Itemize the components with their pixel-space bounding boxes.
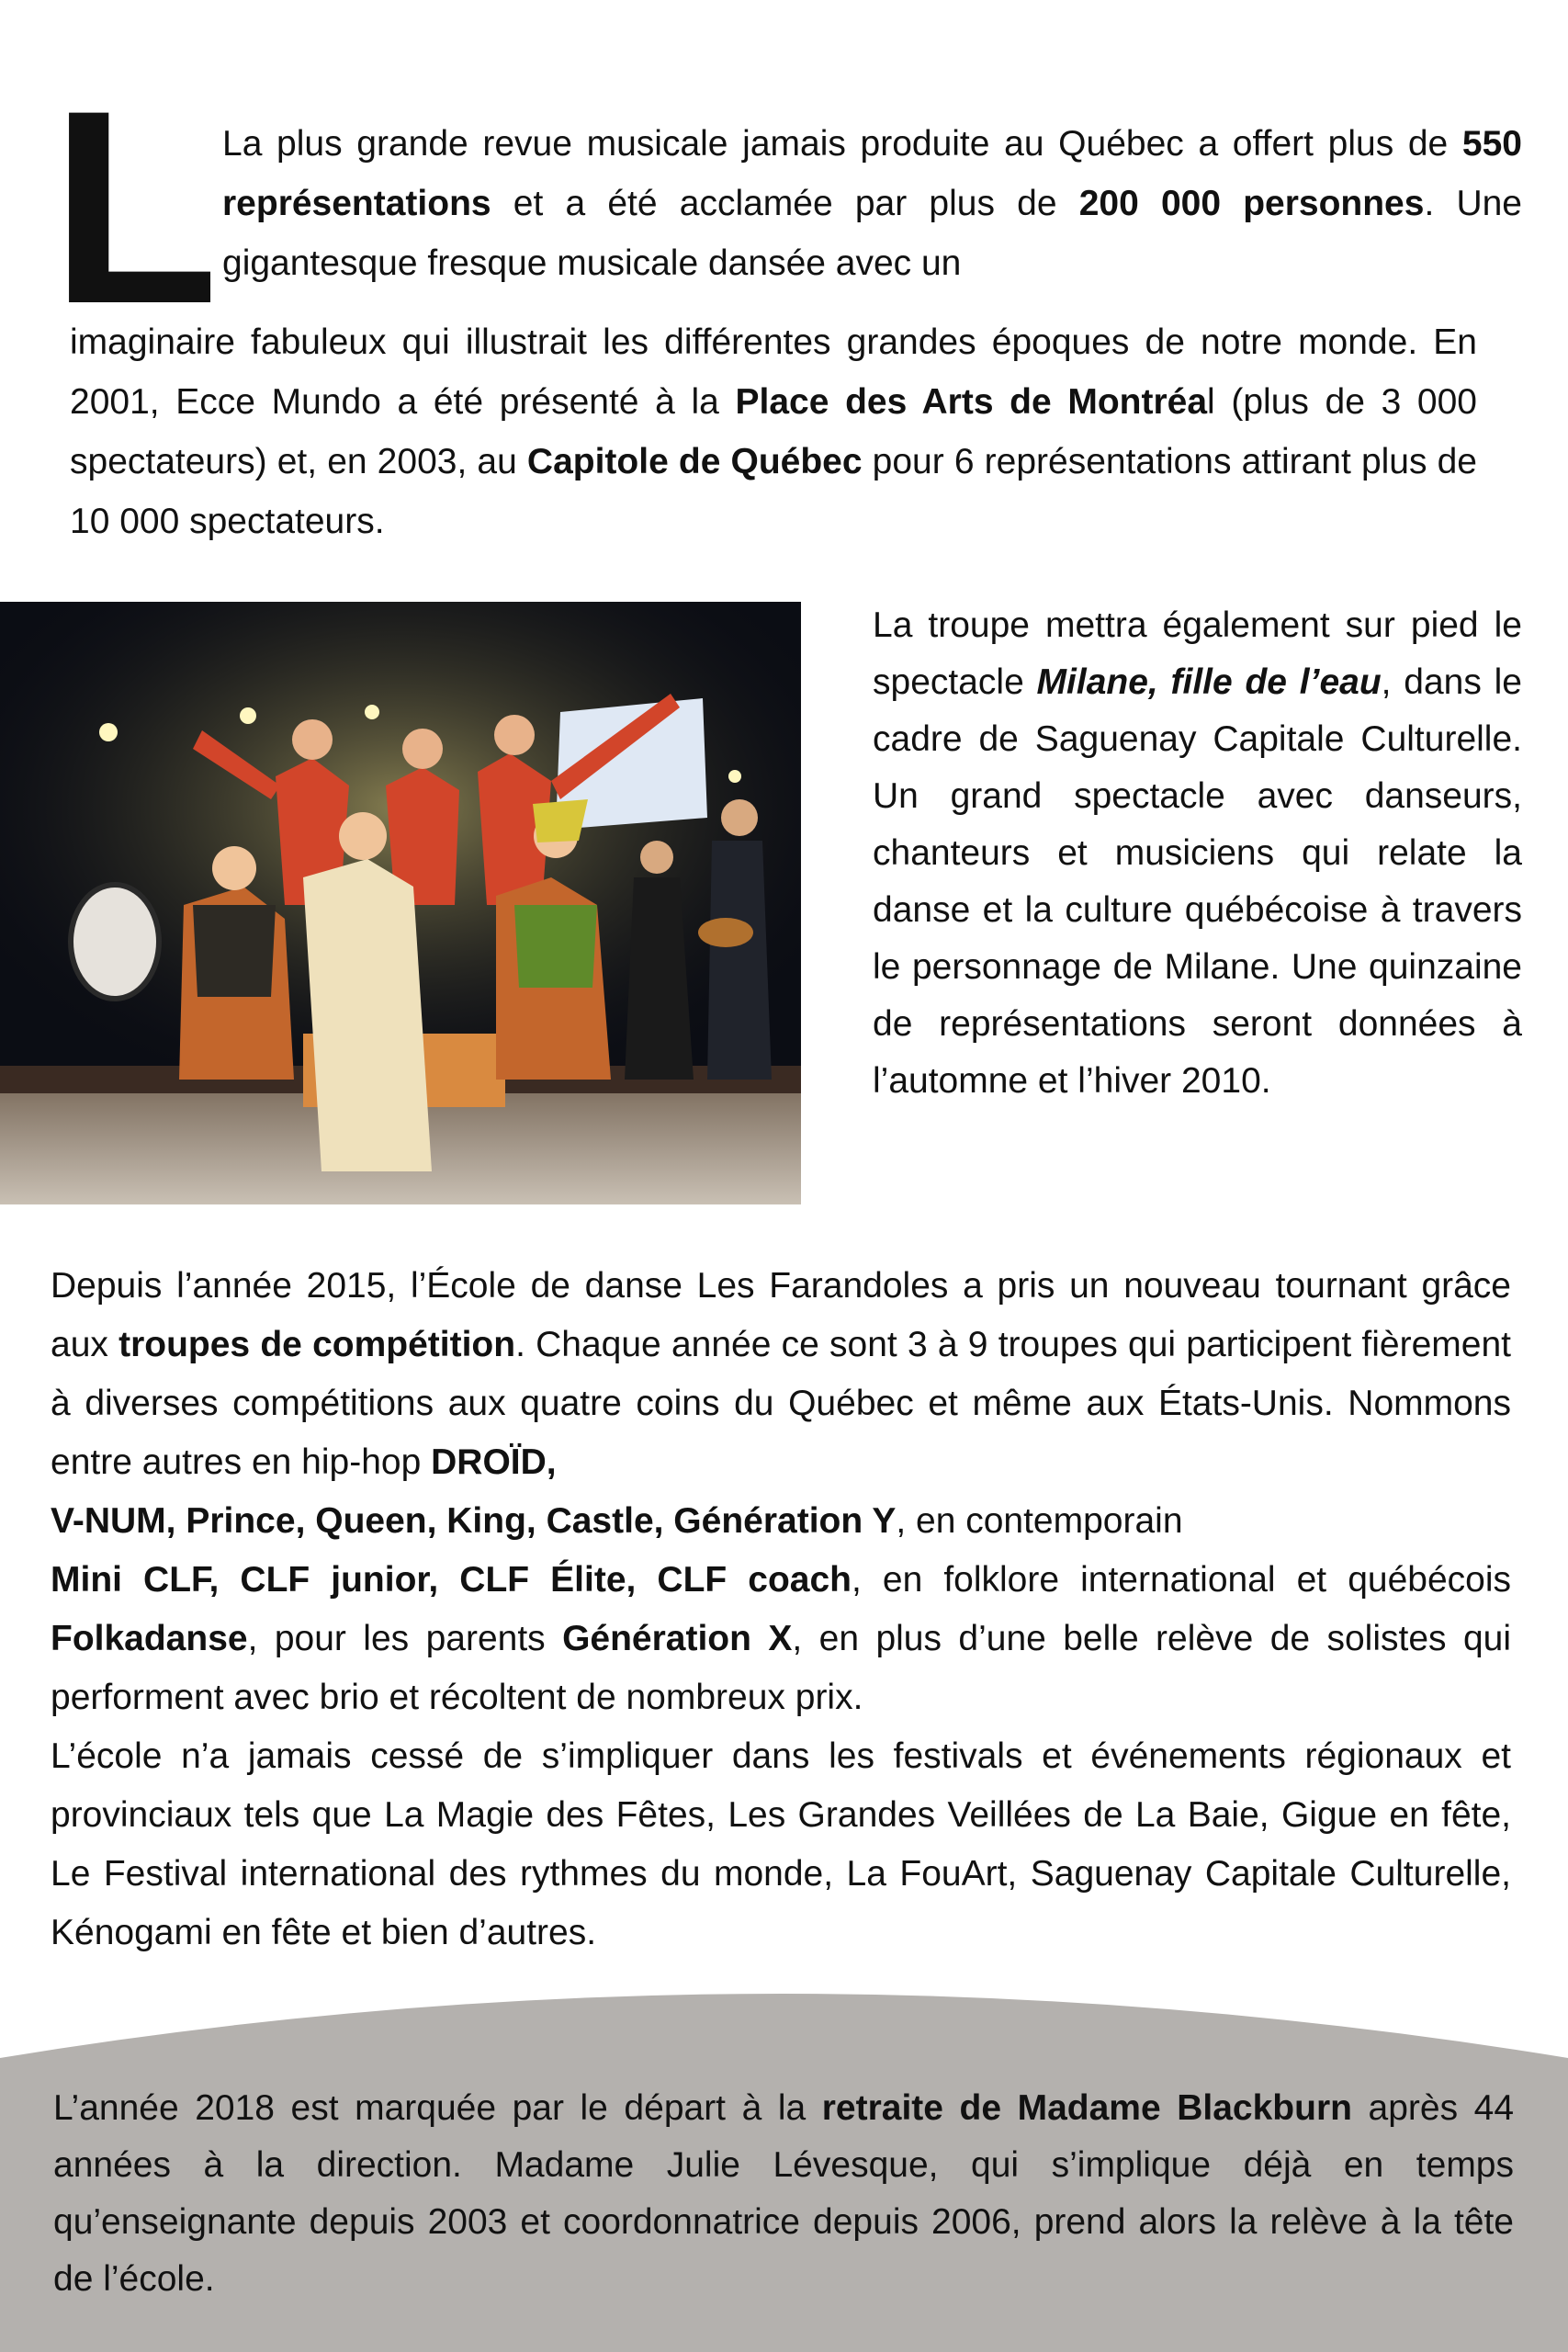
milane-paragraph [873, 597, 1522, 1110]
retirement-paragraph [53, 2080, 1514, 2308]
retirement-text-1: L’année 2018 est marquée par le départ à la [53, 2088, 822, 2128]
competition-paragraph [51, 1257, 1511, 1962]
competition-bold-troupes: troupes de compétition [118, 1325, 516, 1364]
competition-bold-generation-x: Génération X [562, 1619, 793, 1658]
drop-cap-letter: L [51, 52, 220, 361]
retirement-bold: retraite de Madame Blackburn [821, 2088, 1352, 2128]
competition-text-6: , en plus d’une belle relève de solistes qui performent avec brio et récoltent de nombreux prix. [51, 1619, 1511, 1717]
retirement-text-2: après 44 années à la direction. Madame Julie Lévesque, qui s’implique déjà en temps qu’enseignante depuis 2003 et coordonnatrice depuis 2006, prend alors la relève à la tête de l’école. [53, 2088, 1515, 2299]
intro-bold-capitole: Capitole de Québec [526, 442, 863, 481]
competition-bold-folkadanse: Folkadanse [51, 1619, 248, 1658]
intro-text-2: et a été acclamée par plus de [491, 184, 1079, 223]
competition-text-4: , en folklore international et québécois [852, 1560, 1511, 1600]
intro-text-6: pour 6 représentations attirant plus de 10 000 spectateurs. [70, 442, 1477, 541]
competition-text-2: . Chaque année ce sont 3 à 9 troupes qui participent fièrement à diverses compétitions aux quatre coins du Québec et même aux États-Unis. Nommons entre autres en hip-hop [51, 1325, 1511, 1482]
intro-paragraph-continued [70, 312, 1477, 551]
competition-text-3: , en contemporain [896, 1501, 1183, 1541]
milane-title-italic: Milane, fille de l’eau [1036, 662, 1382, 702]
milane-text-2: , dans le cadre de Saguenay Capitale Culturelle. Un grand spectacle avec danseurs, chanteurs et musiciens qui relate la danse et la culture québécoise à travers le personnage de Milane. Une quinzaine de représentations seront données à l’automne et l’hiver 2010. [873, 662, 1522, 1101]
competition-bold-droid: DROÏD, [431, 1442, 557, 1482]
competition-text-1: Depuis l’année 2015, l’École de danse Les Farandoles a pris un nouveau tournant grâce aux [51, 1266, 1511, 1364]
intro-paragraph-lead [222, 114, 1522, 293]
competition-text-5: , pour les parents [247, 1619, 563, 1658]
intro-text-1: La plus grande revue musicale jamais produite au Québec a offert plus de [222, 124, 1462, 164]
intro-bold-place-des-arts: Place des Arts de Montréa [735, 382, 1208, 422]
competition-bold-clf: Mini CLF, CLF junior, CLF Élite, CLF coach [51, 1560, 852, 1600]
intro-text-4: imaginaire fabuleux qui illustrait les différentes grandes époques de notre monde. En 2001, Ecce Mundo a été présenté à la [70, 322, 1477, 422]
intro-bold-representations: 550 représentations [222, 124, 1522, 223]
milane-title [1037, 662, 1382, 702]
competition-bold-hiphop-troupes: V-NUM, Prince, Queen, King, Castle, Génération Y [51, 1501, 897, 1541]
intro-text-3: . Une gigantesque fresque musicale dansée avec un [222, 184, 1522, 283]
competition-text-festivals: L’école n’a jamais cessé de s’impliquer dans les festivals et événements régionaux et provinciaux tels que La Magie des Fêtes, Les Grandes Veillées de La Baie, Gigue en fête, Le Festival international des rythmes du monde, La FouArt, Saguenay Capitale Culturelle, Kénogami en fête et bien d’autres. [51, 1736, 1511, 1952]
milane-text-1: La troupe mettra également sur pied le spectacle [873, 605, 1522, 702]
intro-text-5: l (plus de 3 000 spectateurs) et, en 2003, au [70, 382, 1477, 481]
intro-bold-people: 200 000 personnes [1078, 184, 1425, 223]
stage-performance-photo [0, 602, 801, 1204]
